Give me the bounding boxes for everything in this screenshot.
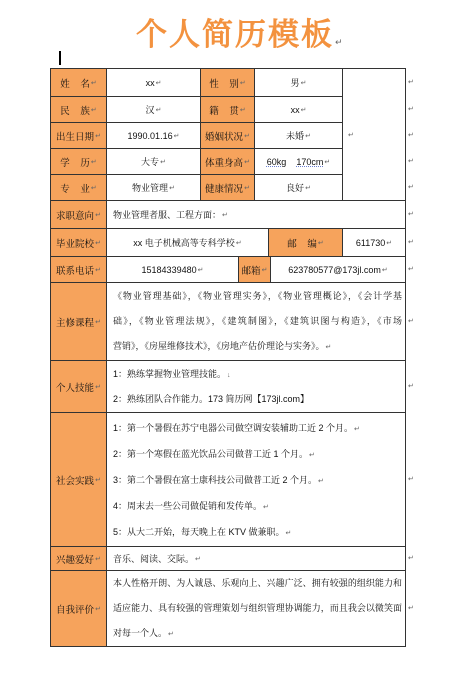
cell-end-mark: ↵	[169, 184, 175, 192]
practice-item-text: 2：第一个寒假在蓝光饮品公司做普工近 1 个月。	[113, 448, 309, 459]
gender-value: 男	[290, 78, 300, 88]
skills-item-text: 2：熟练团队合作能力。173 简历网【173jl.com】	[113, 393, 310, 404]
email-value: 623780577@173jl.com	[288, 264, 381, 275]
major-value-cell[interactable]	[107, 175, 201, 201]
label-postcode	[269, 229, 343, 257]
resume-title-text: 个人简历模板	[136, 17, 334, 52]
cell-end-mark: ↵	[95, 383, 101, 391]
cell-end-mark: ↵	[381, 266, 388, 274]
self-evaluation-value-cell[interactable]	[107, 571, 406, 647]
courses-value-cell[interactable]	[107, 283, 406, 361]
phone-value: 15184339480	[141, 264, 197, 275]
paragraph-mark: ↵	[318, 477, 324, 485]
practice-item	[113, 493, 402, 519]
label-phone-text: 联系电话	[56, 265, 95, 277]
self-evaluation-line: 本人性格开朗、为人诚恳、乐观向上、兴趣广泛、拥有较强的组织能力和	[113, 578, 402, 588]
label-skills-text: 个人技能	[56, 382, 95, 394]
label-email	[239, 257, 271, 283]
cell-end-mark: ↵	[300, 79, 307, 87]
label-phone	[51, 257, 107, 283]
row-end-mark: ↵	[408, 158, 414, 165]
self-evaluation-line: 适应能力、具有较强的管理策划与组织管理协调能力，而且我会以微笑面	[113, 603, 402, 613]
label-birth-date	[51, 123, 107, 149]
row-end-mark: ↵	[408, 605, 414, 612]
cell-end-mark: ↵	[261, 266, 268, 274]
label-postcode-text: 邮 编	[287, 238, 317, 250]
school-value: xx 电子机械高等专科学校	[133, 238, 235, 248]
row-end-mark: ↵	[408, 383, 414, 390]
paragraph-mark: ↵	[309, 451, 315, 459]
label-major-text: 专 业	[60, 183, 90, 195]
practice-item-text: 5：从大二开始，每天晚上在 KTV 做兼职。	[113, 526, 285, 537]
label-ethnicity	[51, 97, 107, 123]
self-evaluation-line-last	[113, 621, 402, 646]
row-end-mark: ↵	[408, 106, 414, 113]
paragraph-mark: ↵	[285, 529, 292, 537]
line-break-mark: ↓	[227, 371, 231, 379]
cell-end-mark: ↵	[90, 184, 97, 192]
label-major	[51, 175, 107, 201]
weight-value: 60kg	[266, 156, 287, 167]
job-intention-value: 物业管理者服、工程方面：	[113, 210, 222, 220]
label-health	[201, 175, 255, 201]
resume-table	[50, 68, 414, 647]
row-end-mark: ↵	[408, 318, 414, 325]
practice-item	[113, 519, 402, 545]
practice-value-cell[interactable]	[107, 413, 406, 547]
cell-end-mark: ↵	[197, 266, 204, 274]
skills-value-cell[interactable]	[107, 361, 406, 413]
job-intention-value-cell[interactable]	[107, 201, 406, 229]
gender-value-cell[interactable]	[255, 69, 343, 97]
health-value: 良好	[286, 183, 305, 193]
cell-end-mark: ↵	[168, 631, 174, 638]
skills-item	[113, 387, 402, 412]
label-name	[51, 69, 107, 97]
weight-height-value-cell[interactable]	[255, 149, 343, 175]
skills-item-text: 1：熟练掌握物业管理技能。	[113, 368, 227, 379]
label-education-text: 学 历	[60, 157, 90, 169]
cell-end-mark: ↵	[155, 106, 162, 114]
label-marital-status	[201, 123, 255, 149]
cell-end-mark: ↵	[95, 605, 101, 613]
email-value-cell[interactable]	[271, 257, 406, 283]
cell-end-mark: ↵	[244, 132, 250, 140]
cell-end-mark: ↵	[222, 211, 228, 219]
name-value: xx	[145, 77, 155, 88]
postcode-value: 611730	[355, 237, 386, 248]
label-weight-height	[201, 149, 255, 175]
cell-end-mark: ↵	[160, 158, 166, 166]
cell-end-mark: ↵	[95, 266, 101, 274]
cell-end-mark: ↵	[90, 158, 97, 166]
phone-value-cell[interactable]	[107, 257, 239, 283]
row-end-mark: ↵	[408, 184, 414, 191]
practice-item	[113, 415, 402, 441]
cell-end-mark: ↵	[235, 239, 242, 247]
label-ethnicity-text: 民 族	[60, 105, 90, 117]
practice-item	[113, 467, 402, 493]
cell-end-mark: ↵	[95, 476, 101, 484]
cell-end-mark: ↵	[239, 106, 246, 114]
major-value: 物业管理	[132, 183, 169, 193]
cell-end-mark: ↵	[300, 106, 307, 114]
paragraph-mark: ↵	[335, 37, 343, 47]
label-marital-status-text: 婚姻状况	[205, 131, 244, 143]
label-email-text: 邮箱	[241, 265, 261, 277]
cell-end-mark: ↵	[317, 239, 324, 247]
paragraph-mark: ↵	[263, 503, 269, 511]
cell-end-mark: ↵	[244, 184, 250, 192]
label-hobbies-text: 兴趣爱好	[56, 554, 95, 566]
cell-end-mark: ↵	[90, 106, 97, 114]
cell-end-mark: ↵	[95, 132, 101, 140]
health-value-cell[interactable]	[255, 175, 343, 201]
practice-item	[113, 441, 402, 467]
postcode-value-cell[interactable]	[343, 229, 406, 257]
cell-end-mark: ↵	[239, 79, 246, 87]
cell-end-mark: ↵	[386, 239, 393, 247]
practice-item-text: 3：第二个暑假在富士康科技公司做普工近 2 个月。	[113, 474, 318, 485]
education-value: 大专	[141, 157, 160, 167]
row-end-mark: ↵	[408, 79, 414, 86]
resume-title	[136, 15, 343, 55]
hometown-value-cell[interactable]	[255, 97, 343, 123]
text-cursor	[59, 51, 61, 65]
cell-end-mark: ↵	[305, 184, 311, 192]
photo-cell[interactable]	[343, 69, 406, 201]
cell-end-mark: ↵	[155, 79, 162, 87]
courses-line: 《物业管理基础》，《物业管理实务》，《物业管理概论》，《会计学基	[113, 291, 402, 301]
row-end-mark: ↵	[408, 555, 414, 562]
name-value-cell[interactable]	[107, 69, 201, 97]
label-weight-height-text: 体重身高	[205, 157, 244, 169]
cell-end-mark: ↵	[95, 318, 101, 326]
paragraph-mark: ↵	[354, 425, 360, 433]
row-end-mark: ↵	[408, 476, 414, 483]
label-gender	[201, 69, 255, 97]
practice-item-text: 4：周末去一些公司做促销和发传单。	[113, 500, 263, 511]
cell-end-mark: ↵	[348, 131, 354, 139]
cell-end-mark: ↵	[90, 79, 97, 87]
row-end-mark: ↵	[408, 239, 414, 246]
marital-status-value: 未婚	[286, 131, 305, 141]
hometown-value: xx	[290, 104, 300, 115]
label-gender-text: 性 别	[209, 78, 239, 90]
courses-line-text: 营销》，《房屋维修技术》，《房地产估价理论与实务》。	[113, 341, 325, 351]
label-hobbies	[51, 547, 107, 571]
marital-status-value-cell[interactable]	[255, 123, 343, 149]
school-value-cell[interactable]	[107, 229, 269, 257]
cell-end-mark: ↵	[95, 211, 101, 219]
courses-line-last	[113, 334, 402, 359]
label-health-text: 健康情况	[205, 183, 244, 195]
label-courses	[51, 283, 107, 361]
birth-date-value: 1990.01.16	[127, 130, 173, 141]
ethnicity-value: 汉	[145, 105, 155, 115]
label-practice	[51, 413, 107, 547]
height-value: 170cm	[296, 156, 324, 167]
practice-item-text: 1：第一个暑假在苏宁电器公司做空调安装辅助工近 2 个月。	[113, 422, 354, 433]
label-job-intention	[51, 201, 107, 229]
birth-date-value-cell[interactable]	[107, 123, 201, 149]
label-job-intention-text: 求职意向	[56, 210, 95, 222]
cell-end-mark: ↵	[195, 555, 201, 563]
label-self-evaluation	[51, 571, 107, 647]
courses-line: 础》，《物业管理法规》，《建筑制图》，《建筑识图与构造》，《市场	[113, 316, 402, 326]
label-school	[51, 229, 107, 257]
cell-end-mark: ↵	[244, 158, 250, 166]
label-practice-text: 社会实践	[56, 475, 95, 487]
label-name-text: 姓 名	[60, 78, 90, 90]
label-skills	[51, 361, 107, 413]
education-value-cell[interactable]	[107, 149, 201, 175]
cell-end-mark: ↵	[95, 239, 101, 247]
label-hometown	[201, 97, 255, 123]
skills-item	[113, 362, 402, 387]
hobbies-value: 音乐、阅读、交际。	[113, 554, 195, 564]
self-evaluation-line-text: 对每一个人。	[113, 628, 168, 638]
cell-end-mark: ↵	[173, 132, 180, 140]
label-self-evaluation-text: 自我评价	[56, 604, 95, 616]
cell-end-mark: ↵	[324, 158, 331, 166]
label-hometown-text: 籍 贯	[209, 105, 239, 117]
row-end-mark: ↵	[408, 211, 414, 218]
label-school-text: 毕业院校	[56, 238, 95, 250]
row-end-mark: ↵	[408, 132, 414, 139]
row-end-mark: ↵	[408, 266, 414, 273]
cell-end-mark: ↵	[95, 555, 101, 563]
cell-end-mark: ↵	[305, 132, 311, 140]
cell-end-mark: ↵	[325, 344, 332, 351]
ethnicity-value-cell[interactable]	[107, 97, 201, 123]
label-birth-date-text: 出生日期	[56, 131, 95, 143]
label-education	[51, 149, 107, 175]
hobbies-value-cell[interactable]	[107, 547, 406, 571]
label-courses-text: 主修课程	[56, 317, 95, 329]
